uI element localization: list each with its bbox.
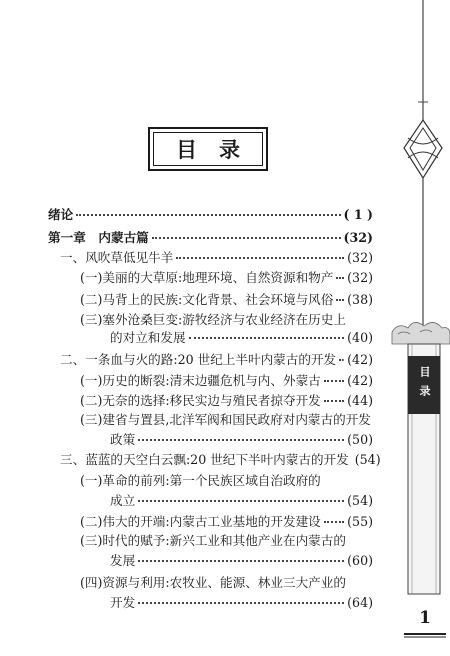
toc-entry[interactable] [80, 373, 373, 388]
leader-dots [76, 213, 340, 216]
toc-entry-text: (二)无奈的选择:移民实边与殖民者掠夺开发 [80, 393, 321, 408]
toc-entry[interactable] [60, 452, 381, 467]
toc-entry[interactable] [110, 493, 373, 508]
toc-entry-text: (四)资源与利用:农牧业、能源、林业三大产业的 [80, 575, 346, 590]
toc-entry[interactable] [110, 432, 373, 447]
toc-entry-page: (54) [354, 452, 381, 467]
leader-dots [324, 399, 344, 402]
toc-entry-text: (二)马背上的民族:文化背景、社会环境与风俗 [80, 292, 334, 307]
side-ornament [390, 0, 450, 656]
toc-entry-text: (三)塞外沧桑巨变:游牧经济与农业经济在历史上 [80, 312, 346, 327]
leader-dots [336, 276, 344, 279]
toc-entry-text: 成立 [110, 493, 136, 508]
leader-dots [324, 520, 344, 523]
toc-entry-text: (一)美丽的大草原:地理环境、自然资源和物产 [80, 270, 334, 285]
toc-entry-page: (32) [347, 270, 373, 285]
side-section-label: 目录 [408, 356, 440, 414]
leader-dots [189, 336, 345, 339]
leader-dots [152, 236, 341, 239]
toc-entry-page: (44) [347, 393, 373, 408]
toc-entry[interactable] [60, 352, 373, 367]
toc-entry-page: (55) [347, 514, 373, 529]
toc-entry-text: 二、一条血与火的路:20 世纪上半叶内蒙古的开发 [60, 352, 337, 367]
toc-entry-page: (38) [347, 292, 373, 307]
toc-entry-text: 一、风吹草低见牛羊 [60, 250, 174, 265]
toc-entry-page: (64) [347, 595, 373, 610]
leader-dots [176, 256, 344, 259]
toc-entry-page: (42) [347, 352, 373, 367]
toc-entry-text: (一)历史的断裂:清末边疆危机与内、外蒙古 [80, 373, 321, 388]
leader-dots [138, 559, 344, 562]
toc-entry-text: 绪论 [48, 207, 74, 222]
leader-dots [339, 358, 344, 361]
leader-dots [336, 298, 344, 301]
toc-entry-page: (42) [347, 373, 373, 388]
toc-entry-page: (32) [347, 250, 373, 265]
page-number: 1 [419, 608, 431, 628]
leader-dots [138, 499, 344, 502]
toc-entry[interactable] [48, 230, 373, 245]
leader-dots [324, 379, 344, 382]
toc-entry-page: (50) [347, 432, 373, 447]
toc-entry-text: 三、蓝蓝的天空白云飘:20 世纪下半叶内蒙古的开发 [60, 452, 349, 467]
toc-entry-text: (一)革命的前列:第一个民族区域自治政府的 [80, 473, 321, 488]
toc-entry-text: 的对立和发展 [110, 330, 186, 345]
toc-entry[interactable] [110, 330, 373, 345]
toc-entry-text: (三)建省与置县,北洋军阀和国民政府对内蒙古的开发 [80, 412, 371, 427]
page-title: 目录 [176, 137, 262, 162]
toc-entry[interactable] [60, 250, 373, 265]
toc-entry[interactable] [80, 514, 373, 529]
leader-dots [138, 601, 344, 604]
toc-entry-text: (三)时代的赋予:新兴工业和其他产业在内蒙古的 [80, 533, 346, 548]
toc-entry-page: (32) [343, 230, 373, 245]
toc-entry[interactable] [80, 393, 373, 408]
toc-entry[interactable] [80, 292, 373, 307]
toc-entry-page: ( 1 ) [343, 207, 373, 222]
toc-entry-text: (二)伟大的开端:内蒙古工业基地的开发建设 [80, 514, 321, 529]
toc-entry-page: (60) [347, 553, 373, 568]
leader-dots [138, 438, 344, 441]
toc-entry-text: 政策 [110, 432, 136, 447]
toc-title-box [148, 127, 268, 171]
toc-entry-page: (40) [347, 330, 373, 345]
toc-entry-text: 第一章 内蒙古篇 [48, 230, 149, 245]
toc-entry[interactable] [80, 270, 373, 285]
toc-entry-text: 开发 [110, 595, 136, 610]
toc-entry[interactable] [48, 207, 373, 222]
toc-entry-page: (54) [347, 493, 373, 508]
toc-entry[interactable] [110, 553, 373, 568]
toc-entry-text: 发展 [110, 553, 136, 568]
toc-entry[interactable] [110, 595, 373, 610]
